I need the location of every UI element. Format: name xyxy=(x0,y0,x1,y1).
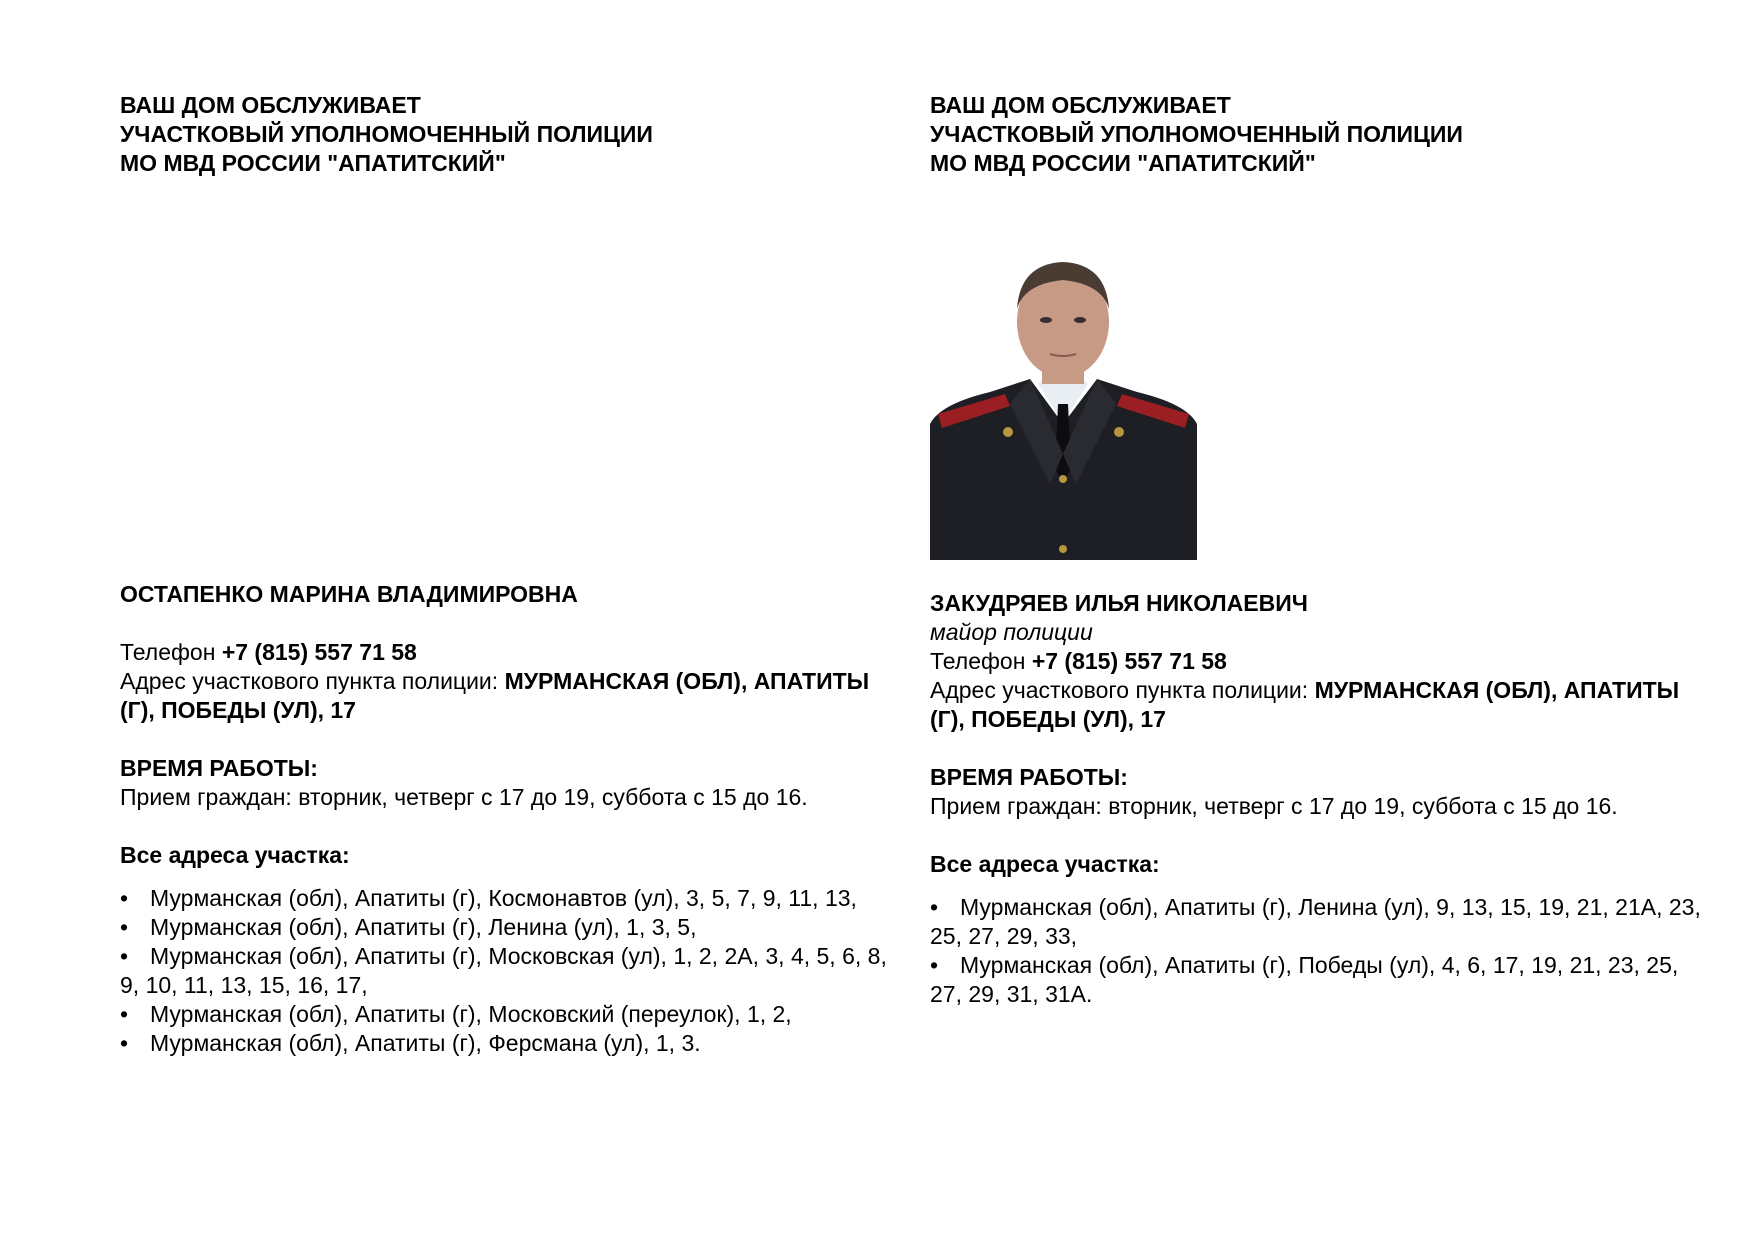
address-entry: Мурманская (обл), Апатиты (г), Ленина (ул), 1, 3, 5, xyxy=(150,914,697,940)
phone-number: +7 (815) 557 71 58 xyxy=(1031,648,1227,674)
list-item xyxy=(120,884,900,913)
address-list xyxy=(120,884,900,1058)
address-line xyxy=(930,676,1710,734)
bullet-icon: • xyxy=(120,1001,129,1027)
address-entry: Мурманская (обл), Апатиты (г), Космонавтов (ул), 3, 5, 7, 9, 11, 13, xyxy=(150,885,857,911)
address-entry: Мурманская (обл), Апатиты (г), Победы (ул), 4, 6, 17, 19, 21, 23, 25, 27, 29, 31, 31А. xyxy=(930,952,1679,1007)
officer-card-left xyxy=(120,0,910,1241)
phone-label: Телефон xyxy=(930,648,1032,674)
list-item xyxy=(120,913,900,942)
address-label: Адрес участкового пункта полиции: xyxy=(120,668,505,694)
bullet-icon: • xyxy=(930,894,939,920)
list-item xyxy=(120,1029,900,1058)
station-address: МУРМАНСКАЯ (ОБЛ), АПАТИТЫ (Г), ПОБЕДЫ (УЛ), 17 xyxy=(120,668,870,723)
list-item xyxy=(120,1000,900,1029)
officer-info xyxy=(930,589,1710,1009)
officer-name: ОСТАПЕНКО МАРИНА ВЛАДИМИРОВНА xyxy=(120,581,578,607)
officer-info xyxy=(120,580,900,1058)
header-line-2: УЧАСТКОВЫЙ УПОЛНОМОЧЕННЫЙ ПОЛИЦИИ xyxy=(930,121,1463,147)
hours-text: Прием граждан: вторник, четверг с 17 до 19, суббота с 15 до 16. xyxy=(930,793,1618,819)
list-item xyxy=(120,942,900,1000)
header-line-1: ВАШ ДОМ ОБСЛУЖИВАЕТ xyxy=(930,92,1231,118)
card-header xyxy=(930,91,1463,178)
bullet-icon: • xyxy=(120,914,129,940)
card-header xyxy=(120,91,653,178)
address-line xyxy=(120,667,900,725)
list-item xyxy=(930,951,1710,1009)
address-entry: Мурманская (обл), Апатиты (г), Московская (ул), 1, 2, 2А, 3, 4, 5, 6, 8, 9, 10, 11, 13, 15, 16, 17, xyxy=(120,943,887,998)
phone-number: +7 (815) 557 71 58 xyxy=(221,639,417,665)
bullet-icon: • xyxy=(120,1030,129,1056)
address-label: Адрес участкового пункта полиции: xyxy=(930,677,1315,703)
station-address: МУРМАНСКАЯ (ОБЛ), АПАТИТЫ (Г), ПОБЕДЫ (УЛ), 17 xyxy=(930,677,1680,732)
phone-line xyxy=(120,638,900,667)
address-entry: Мурманская (обл), Апатиты (г), Ленина (ул), 9, 13, 15, 19, 21, 21А, 23, 25, 27, 29, 33, xyxy=(930,894,1701,949)
header-line-3: МО МВД РОССИИ "АПАТИТСКИЙ" xyxy=(930,150,1316,176)
header-line-1: ВАШ ДОМ ОБСЛУЖИВАЕТ xyxy=(120,92,421,118)
hours-text: Прием граждан: вторник, четверг с 17 до 19, суббота с 15 до 16. xyxy=(120,784,808,810)
officer-photo xyxy=(930,254,1197,560)
officer-name: ЗАКУДРЯЕВ ИЛЬЯ НИКОЛАЕВИЧ xyxy=(930,590,1308,616)
bullet-icon: • xyxy=(120,943,129,969)
phone-label: Телефон xyxy=(120,639,222,665)
officer-rank: майор полиции xyxy=(930,619,1093,645)
header-line-3: МО МВД РОССИИ "АПАТИТСКИЙ" xyxy=(120,150,506,176)
hours-title: ВРЕМЯ РАБОТЫ: xyxy=(120,755,318,781)
addresses-title: Все адреса участка: xyxy=(120,842,350,868)
list-item xyxy=(930,893,1710,951)
phone-line xyxy=(930,647,1710,676)
bullet-icon: • xyxy=(930,952,939,978)
address-entry: Мурманская (обл), Апатиты (г), Ферсмана (ул), 1, 3. xyxy=(150,1030,701,1056)
officer-card-right xyxy=(930,0,1720,1241)
addresses-title: Все адреса участка: xyxy=(930,851,1160,877)
header-line-2: УЧАСТКОВЫЙ УПОЛНОМОЧЕННЫЙ ПОЛИЦИИ xyxy=(120,121,653,147)
address-list xyxy=(930,893,1710,1009)
bullet-icon: • xyxy=(120,885,129,911)
hours-title: ВРЕМЯ РАБОТЫ: xyxy=(930,764,1128,790)
address-entry: Мурманская (обл), Апатиты (г), Московский (переулок), 1, 2, xyxy=(150,1001,792,1027)
officer-portrait-icon xyxy=(930,254,1197,560)
